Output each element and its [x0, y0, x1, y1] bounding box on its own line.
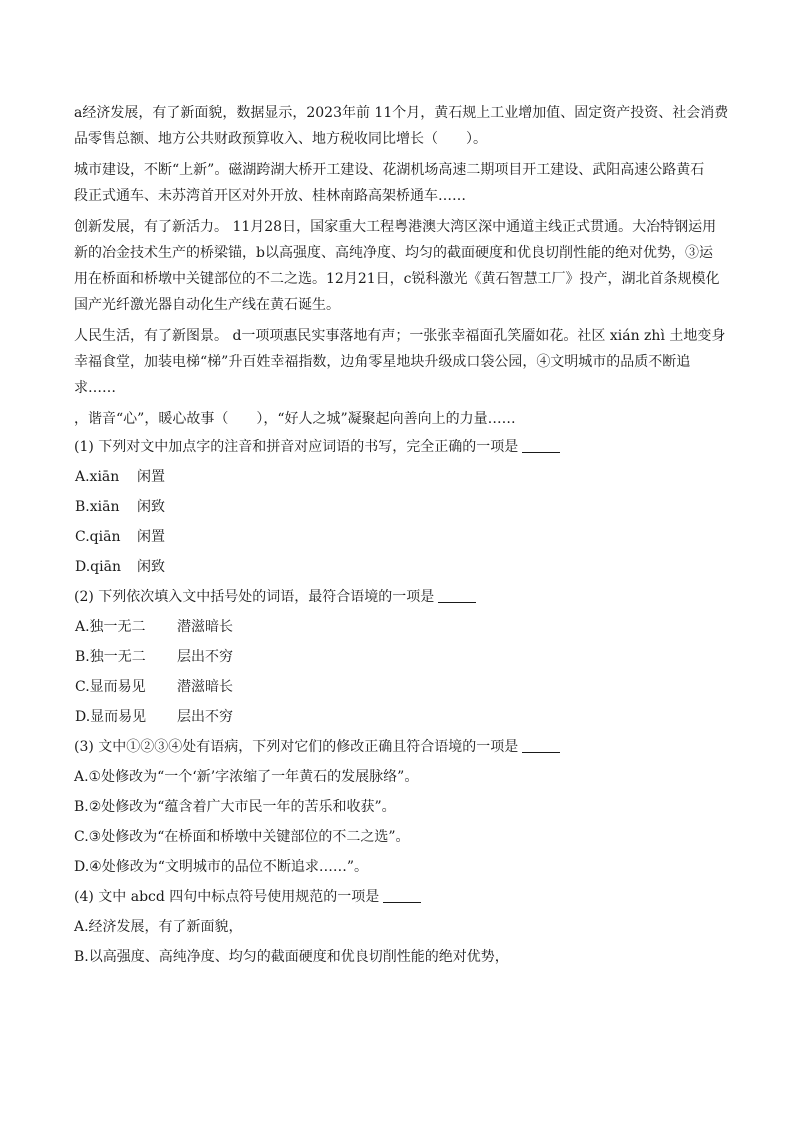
question-stem: [74, 582, 722, 612]
option-b[interactable]: B.②处修改为“蕴含着广大市民一年的苦乐和收获”。: [74, 799, 396, 815]
question-4: [74, 882, 722, 972]
option-text: 闲置: [137, 529, 165, 545]
option-key: D.显而易见: [75, 709, 147, 725]
option-text: 闲置: [137, 469, 165, 485]
option-a[interactable]: A.①处修改为“一个‘新’字浓缩了一年黄石的发展脉络”。: [74, 769, 419, 785]
passage-line: 创新发展，有了新活力。 11月28日，国家重大工程粤港澳大湾区深中通道主线正式贯通。大冶特钢运用: [74, 219, 717, 235]
passage-line: a经济发展，有了新面貌，数据显示，2023年前 11个月，黄石规上工业增加值、固定资产投资、社会消费: [74, 105, 729, 121]
passage-line: 幸福食堂，加装电梯“梯”升百姓幸福指数，边角零星地块升级成口袋公园，④文明城市的品质不断追: [74, 354, 691, 370]
question-stem-text: (1) 下列对文中加点字的注音和拼音对应词语的书写，完全正确的一项是: [74, 439, 519, 455]
passage-line: 段正式通车、未苏湾首开区对外开放、桂林南路高架桥通车……: [74, 188, 466, 204]
passage-line: 人民生活，有了新图景。 d一项项惠民实事落地有声；一张张幸福面孔笑靥如花。社区 xián zhì 土地变身: [74, 328, 726, 344]
passage-line: 用在桥面和桥墩中关键部位的不二之选。12月21日，c锐科激光《黄石智慧工厂》投产，湖北首条规模化: [74, 271, 720, 287]
option-key: D.qiān: [75, 559, 121, 575]
passage-line: 国产光纤激光器自动化生产线在黄石诞生。: [74, 297, 340, 313]
answer-blank[interactable]: [522, 438, 560, 453]
question-3: [74, 732, 722, 882]
option-d[interactable]: [74, 702, 722, 732]
option-text: 层出不穷: [177, 709, 233, 725]
option-a[interactable]: A.经济发展，有了新面貌，: [74, 919, 243, 935]
option-a[interactable]: [74, 462, 722, 492]
option-c[interactable]: C.③处修改为“在桥面和桥墩中关键部位的不二之选”。: [74, 829, 410, 845]
answer-blank[interactable]: [383, 888, 421, 903]
passage-line: 求……: [74, 380, 116, 396]
option-text: 潜滋暗长: [177, 679, 233, 695]
passage-line: 品零售总额、地方公共财政预算收入、地方税收同比增长（ ）。: [74, 131, 487, 147]
option-a[interactable]: [74, 612, 722, 642]
passage-line: ，谐音“心”，暖心故事（ ），“好人之城”凝聚起向善向上的力量……: [74, 411, 516, 427]
option-d[interactable]: D.④处修改为“文明城市的品位不断追求……”。: [74, 859, 369, 875]
option-key: A.xiān: [75, 469, 120, 485]
option-key: A.独一无二: [75, 619, 146, 635]
question-2: [74, 582, 722, 732]
answer-blank[interactable]: [438, 588, 476, 603]
question-stem: [74, 882, 722, 912]
option-key: C.显而易见: [75, 679, 146, 695]
option-text: 潜滋暗长: [177, 619, 233, 635]
option-c[interactable]: [74, 672, 722, 702]
question-stem-text: (3) 文中①②③④处有语病，下列对它们的修改正确且符合语境的一项是: [74, 739, 519, 755]
option-key: B.独一无二: [75, 649, 146, 665]
option-text: 闲致: [137, 499, 165, 515]
option-b[interactable]: B.以高强度、高纯净度、均匀的截面硬度和优良切削性能的绝对优势，: [74, 949, 509, 965]
question-1: [74, 432, 722, 582]
option-b[interactable]: [74, 492, 722, 522]
option-b[interactable]: [74, 642, 722, 672]
option-key: C.qiān: [75, 529, 121, 545]
passage-line: 新的冶金技术生产的桥梁锚，b以高强度、高纯净度、均匀的截面硬度和优良切削性能的绝对优势，③运: [74, 245, 713, 261]
option-key: B.xiān: [75, 499, 120, 515]
answer-blank[interactable]: [522, 738, 560, 753]
option-text: 层出不穷: [177, 649, 233, 665]
question-stem: [74, 432, 722, 462]
option-c[interactable]: [74, 522, 722, 552]
question-stem-text: (2) 下列依次填入文中括号处的词语，最符合语境的一项是: [74, 589, 435, 605]
question-stem-text: (4) 文中 abcd 四句中标点符号使用规范的一项是: [74, 889, 380, 905]
passage: [74, 100, 729, 432]
option-d[interactable]: [74, 552, 722, 582]
option-text: 闲致: [137, 559, 165, 575]
question-stem: [74, 732, 722, 762]
passage-line: 城市建设，不断“上新”。磁湖跨湖大桥开工建设、花湖机场高速二期项目开工建设、武阳高速公路黄石: [74, 162, 705, 178]
